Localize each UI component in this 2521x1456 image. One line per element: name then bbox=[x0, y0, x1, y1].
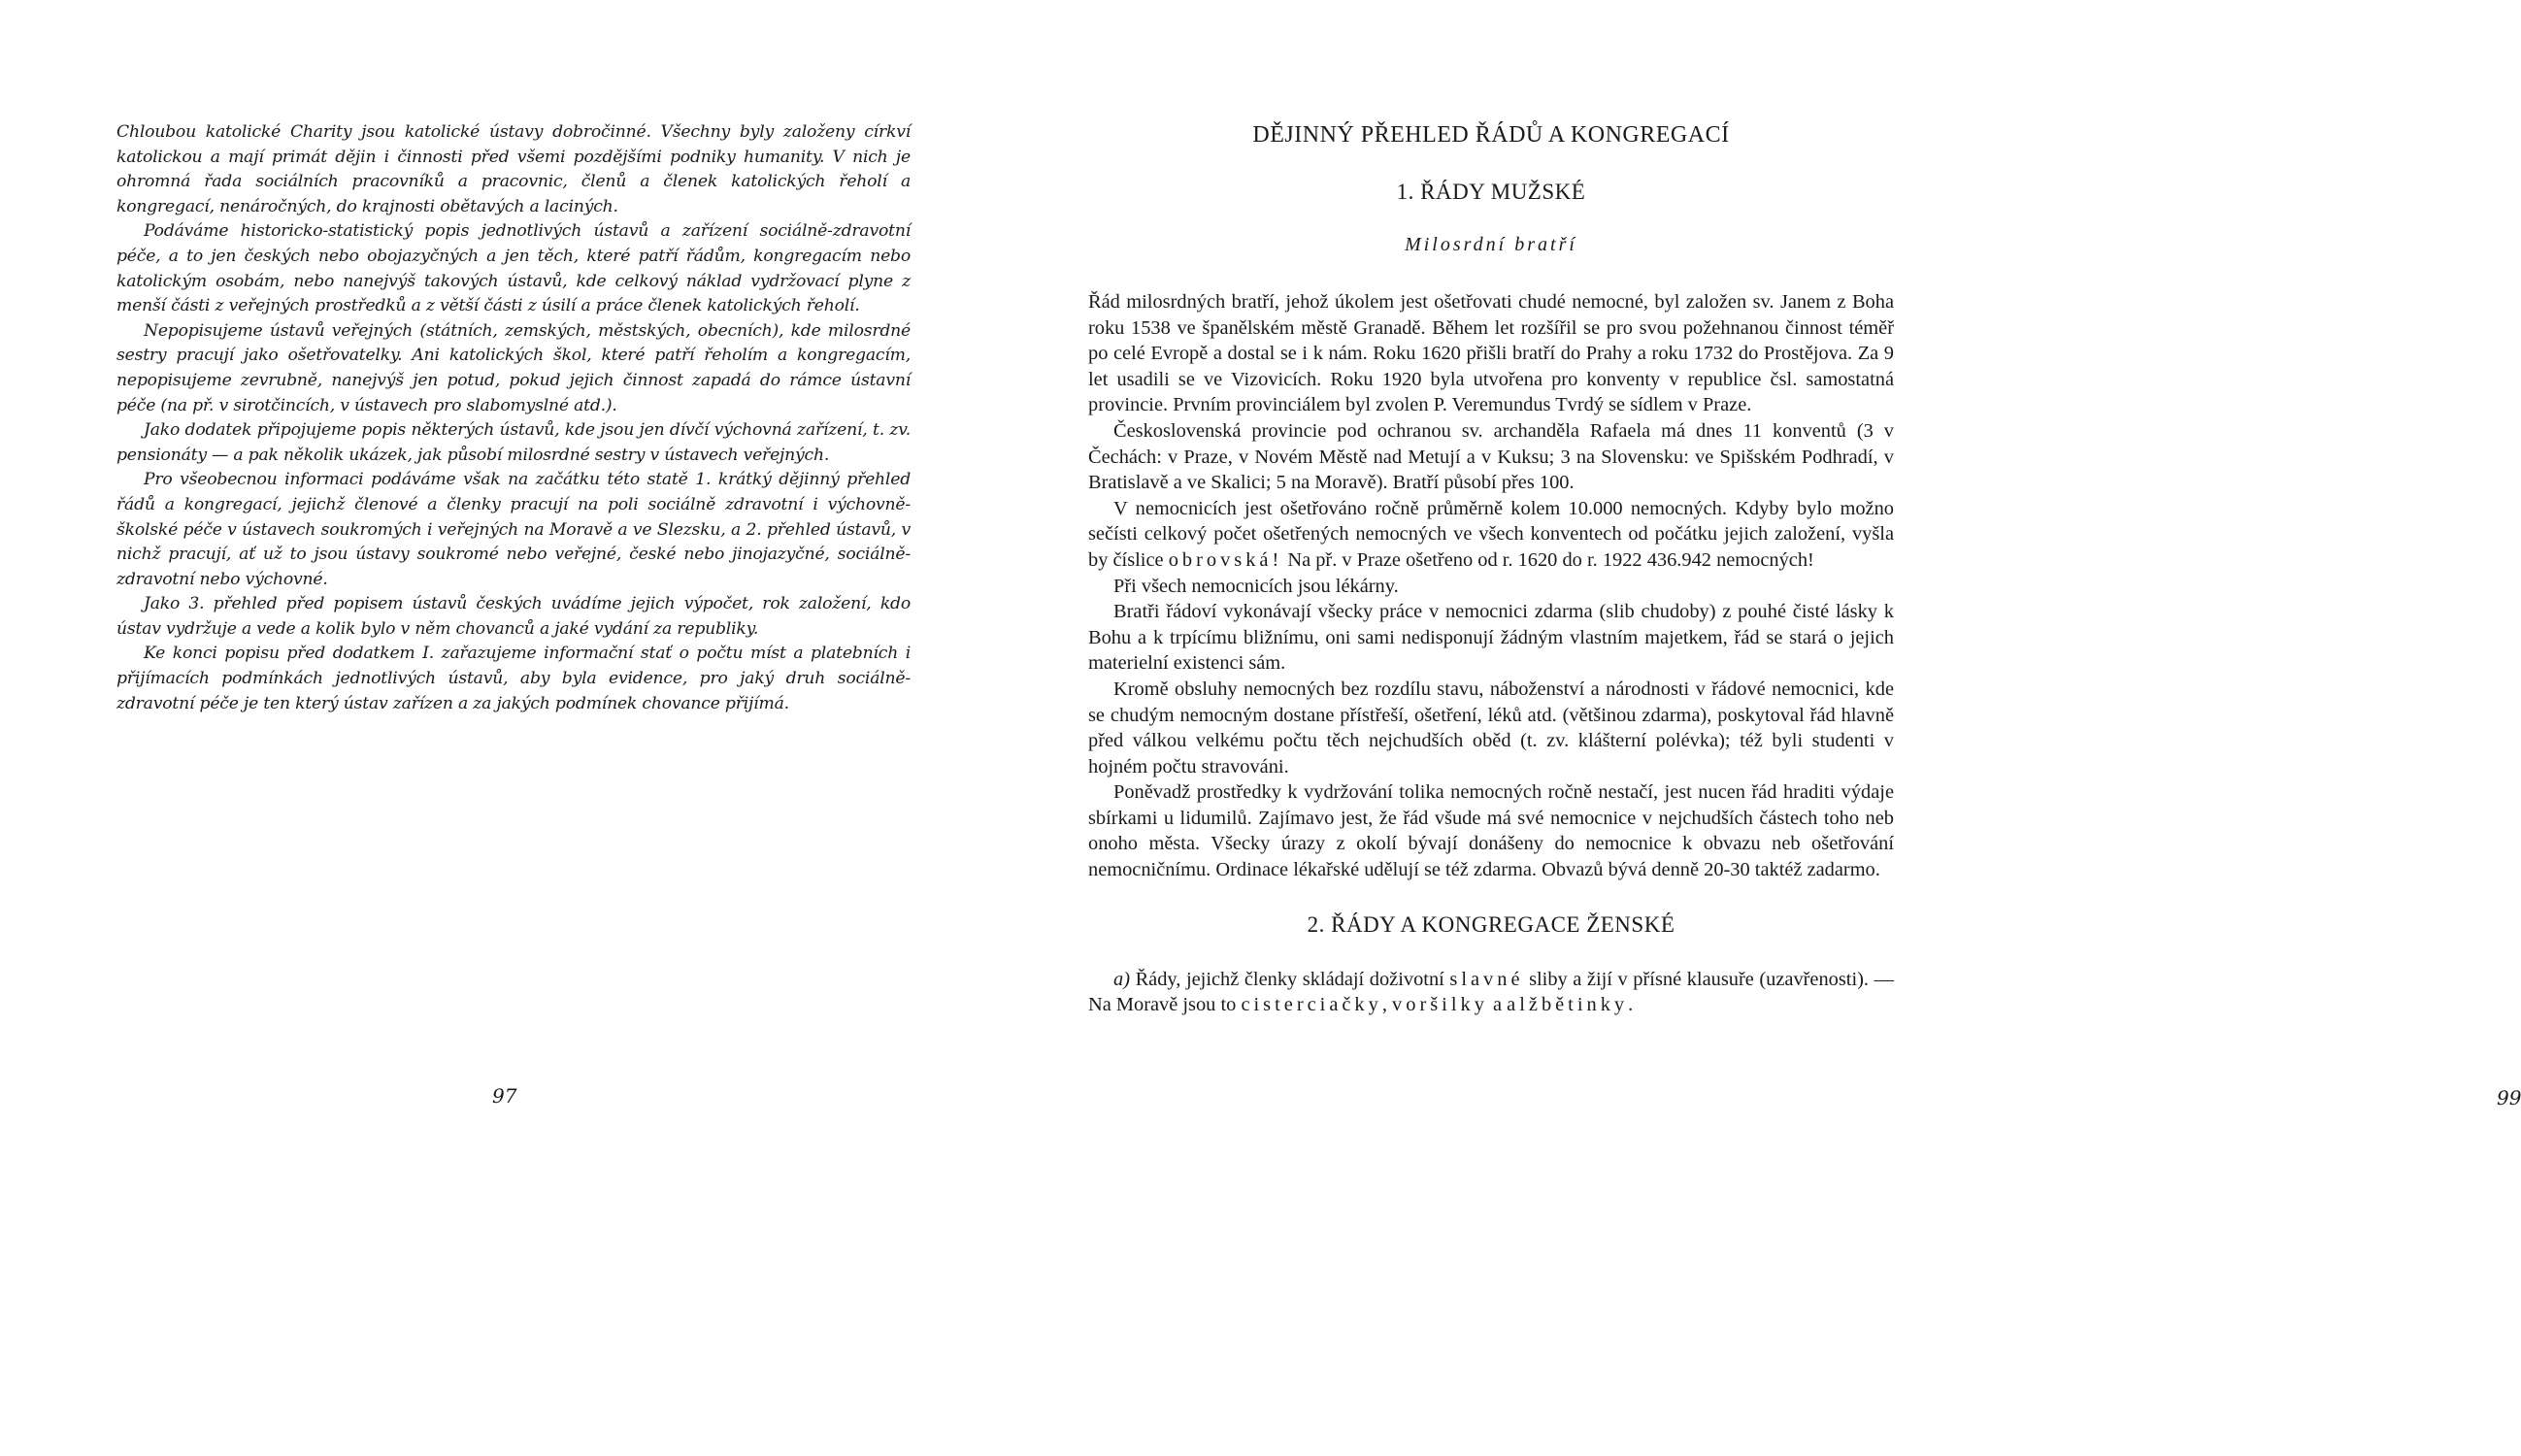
left-paragraph-5: Pro všeobecnou informaci podáváme však na začátku této statě 1. krátký dějinný přehled řádů a kongregací, jejichž členové a členky pracují na poli sociálně zdravotní i výchovně-školské péče v ústavech soukromých i veřejných na Moravě a ve Slezsku, a 2. přehled ústavů, v nichž pracují, ať už to jsou ústavy soukromé nebo veřejné, české nebo jinojazyčné, sociálně-zdravotní nebo výchovné. bbox=[116, 470, 911, 589]
right-paragraph-3 bbox=[1088, 496, 1894, 574]
left-page-text bbox=[116, 120, 911, 716]
emphasis-cisterciacky: cisterciačky bbox=[1241, 994, 1382, 1016]
left-paragraph-7: Ke konci popisu před dodatkem I. zařazujeme informační stať o počtu míst a platebních i přijímacích podmínkách jednotlivých ústavů, aby byla evidence, pro jaký druh sociálně-zdravotní péče je ten který ústav zařízen a za jakých podmínek chovance přijímá. bbox=[116, 644, 911, 713]
right-paragraph-4: Při všech nemocnicích jsou lékárny. bbox=[1113, 575, 1399, 597]
emphasis-slavne: slavné bbox=[1449, 968, 1524, 990]
emphasis-alzbetinky: alžbětinky bbox=[1507, 994, 1629, 1016]
page-number-left: 97 bbox=[492, 1084, 517, 1108]
right-page bbox=[999, 0, 2521, 1456]
section-1-body bbox=[1088, 289, 1894, 883]
left-paragraph-3: Nepopisujeme ústavů veřejných (státních, zemských, městských, obecních), kde milosrdné sestry pracují jako ošetřovatelky. Ani katolických škol, které patří řeholím a kongregacím, nepopisujeme zevrubně, nanejvýš jen potud, pokud jejich činnost zapadá do rámce ústavní péče (na př. v sirotčincích, v ústavech pro slabomyslné atd.). bbox=[116, 320, 911, 415]
emphasis-vorsilky: voršilky bbox=[1392, 994, 1488, 1016]
page-number-right: 99 bbox=[2497, 1086, 2521, 1109]
left-paragraph-2: Podáváme historicko-statistický popis jednotlivých ústavů a zařízení sociálně-zdravotní péče, a to jen českých nebo obojazyčných a jen těch, které patří řádům, kongregacím nebo katolickým osobám, nebo nanejvýš takových ústavů, kde celkový náklad vydržovací plyne z menší části z veřejných prostředků a z větší části z úsilí a práce členek katolických řeholí. bbox=[116, 221, 911, 316]
left-paragraph-4: Jako dodatek připojujeme popis některých ústavů, kde jsou jen dívčí výchovná zařízení, t. zv. pensionáty — a pak několik ukázek, jak působí milosrdné sestry v ústavech veřejných. bbox=[116, 420, 911, 465]
right-paragraph-1: Řád milosrdných bratří, jehož úkolem jest ošetřovati chudé nemocné, byl založen sv. Janem z Boha roku 1538 ve španělském městě Granadě. Během let rozšířil se pro svou požehnanou činnost téměř po celé Evropě a dostal se i k nám. Roku 1620 přišli bratří do Prahy a roku 1732 do Prostějova. Za 9 let usadili se ve Vizovicích. Roku 1920 byla utvořena pro konventy v republice čsl. samostatná provincie. Prvním provinciálem byl zvolen P. Veremundus Tvrdý se sídlem v Praze. bbox=[1088, 291, 1894, 416]
right-paragraph-2: Československá provincie pod ochranou sv. archanděla Rafaela má dnes 11 konventů (3 v Čechách: v Praze, v Novém Městě nad Metují a v Kuksu; 3 na Slovensku: ve Spišském Podhradí, v Bratislavě a ve Skalici; 5 na Moravě). Bratří působí přes 100. bbox=[1088, 419, 1894, 494]
section-2-heading: 2. ŘÁDY A KONGREGACE ŽENSKÉ bbox=[1307, 911, 1675, 937]
right-paragraph-3-start: V nemocnicích jest ošetřováno ročně průměrně kolem 10.000 nemocných. Kdyby bylo možno sečísti celkový počet ošetřených nemocných ve všech konventech od počátku jejich založení, vyšla by číslice bbox=[1088, 497, 1894, 571]
page-title: DĚJINNÝ PŘEHLED ŘÁDŮ A KONGREGACÍ bbox=[1252, 122, 1730, 148]
right-paragraph-6: Kromě obsluhy nemocných bez rozdílu stavu, náboženství a národnosti v řádové nemocnici, kde se chudým nemocným dostane přístřeší, ošetření, léků atd. (většinou zdarma), poskytoval řád hlavně před válkou velkému počtu těch nejchudších oběd (t. zv. klášterní polévka); též byli studenti v hojném počtu stravováni. bbox=[1088, 678, 1894, 778]
left-page bbox=[0, 0, 999, 1456]
section-2-comma: , bbox=[1381, 994, 1387, 1016]
section-1-heading: 1. ŘÁDY MUŽSKÉ bbox=[1396, 180, 1586, 204]
right-page-content bbox=[1088, 122, 1894, 1018]
section-2-and: a bbox=[1493, 994, 1503, 1016]
section-2-body bbox=[1088, 967, 1894, 1018]
right-paragraph-3-end: Na př. v Praze ošetřeno od r. 1620 do r. 1922 436.942 nemocných! bbox=[1287, 548, 1814, 571]
right-paragraph-5: Bratři řádoví vykonávají všecky práce v nemocnici zdarma (slib chudoby) z pouhé čisté lásky k Bohu a k trpícímu bližnímu, oni sami nedisponují žádným vlastním majetkem, řád se stará o jejich materielní existenci sám. bbox=[1088, 601, 1894, 675]
section-2-text-2: sliby a žijí v přísné klausuře (uzavřenosti). — Na Moravě jsou to bbox=[1088, 968, 1894, 1016]
right-paragraph-7: Poněvadž prostředky k vydržování tolika nemocných ročně nestačí, jest nucen řád hraditi výdaje sbírkami u lidumilů. Zajímavo jest, že řád všude má své nemocnice v nejchudších částech toho neb onoho města. Všecky úrazy z okolí bývají donášeny do nemocnice k obvazu neb ošetřování nemocničnímu. Ordinace lékařské udělují se též zdarma. Obvazů bývá denně 20-30 taktéž zadarmo. bbox=[1088, 781, 1894, 881]
section-2-period: . bbox=[1628, 994, 1634, 1016]
section-2-text-1: Řády, jejichž členky skládají doživotní bbox=[1135, 968, 1444, 990]
left-paragraph-6: Jako 3. přehled před popisem ústavů českých uvádíme jejich výpočet, rok založení, kdo ústav vydržuje a vede a kolik bylo v něm chovanců a jaké vydání za republiky. bbox=[116, 594, 911, 639]
left-paragraph-1: Chloubou katolické Charity jsou katolické ústavy dobročinné. Všechny byly založeny církví katolickou a mají primát dějin i činnosti před všemi pozdějšími podniky humanity. V nich je ohromná řada sociálních pracovníků a pracovnic, členů a členek katolických řeholí a kongregací, nenáročných, do krajnosti obětavých a laciných. bbox=[116, 122, 911, 216]
emphasis-obrovska: obrovská! bbox=[1168, 548, 1283, 571]
subsection-heading: Milosrdní bratří bbox=[1405, 234, 1577, 255]
section-2-paragraph bbox=[1088, 967, 1894, 1018]
item-label-a: a) bbox=[1113, 968, 1130, 990]
